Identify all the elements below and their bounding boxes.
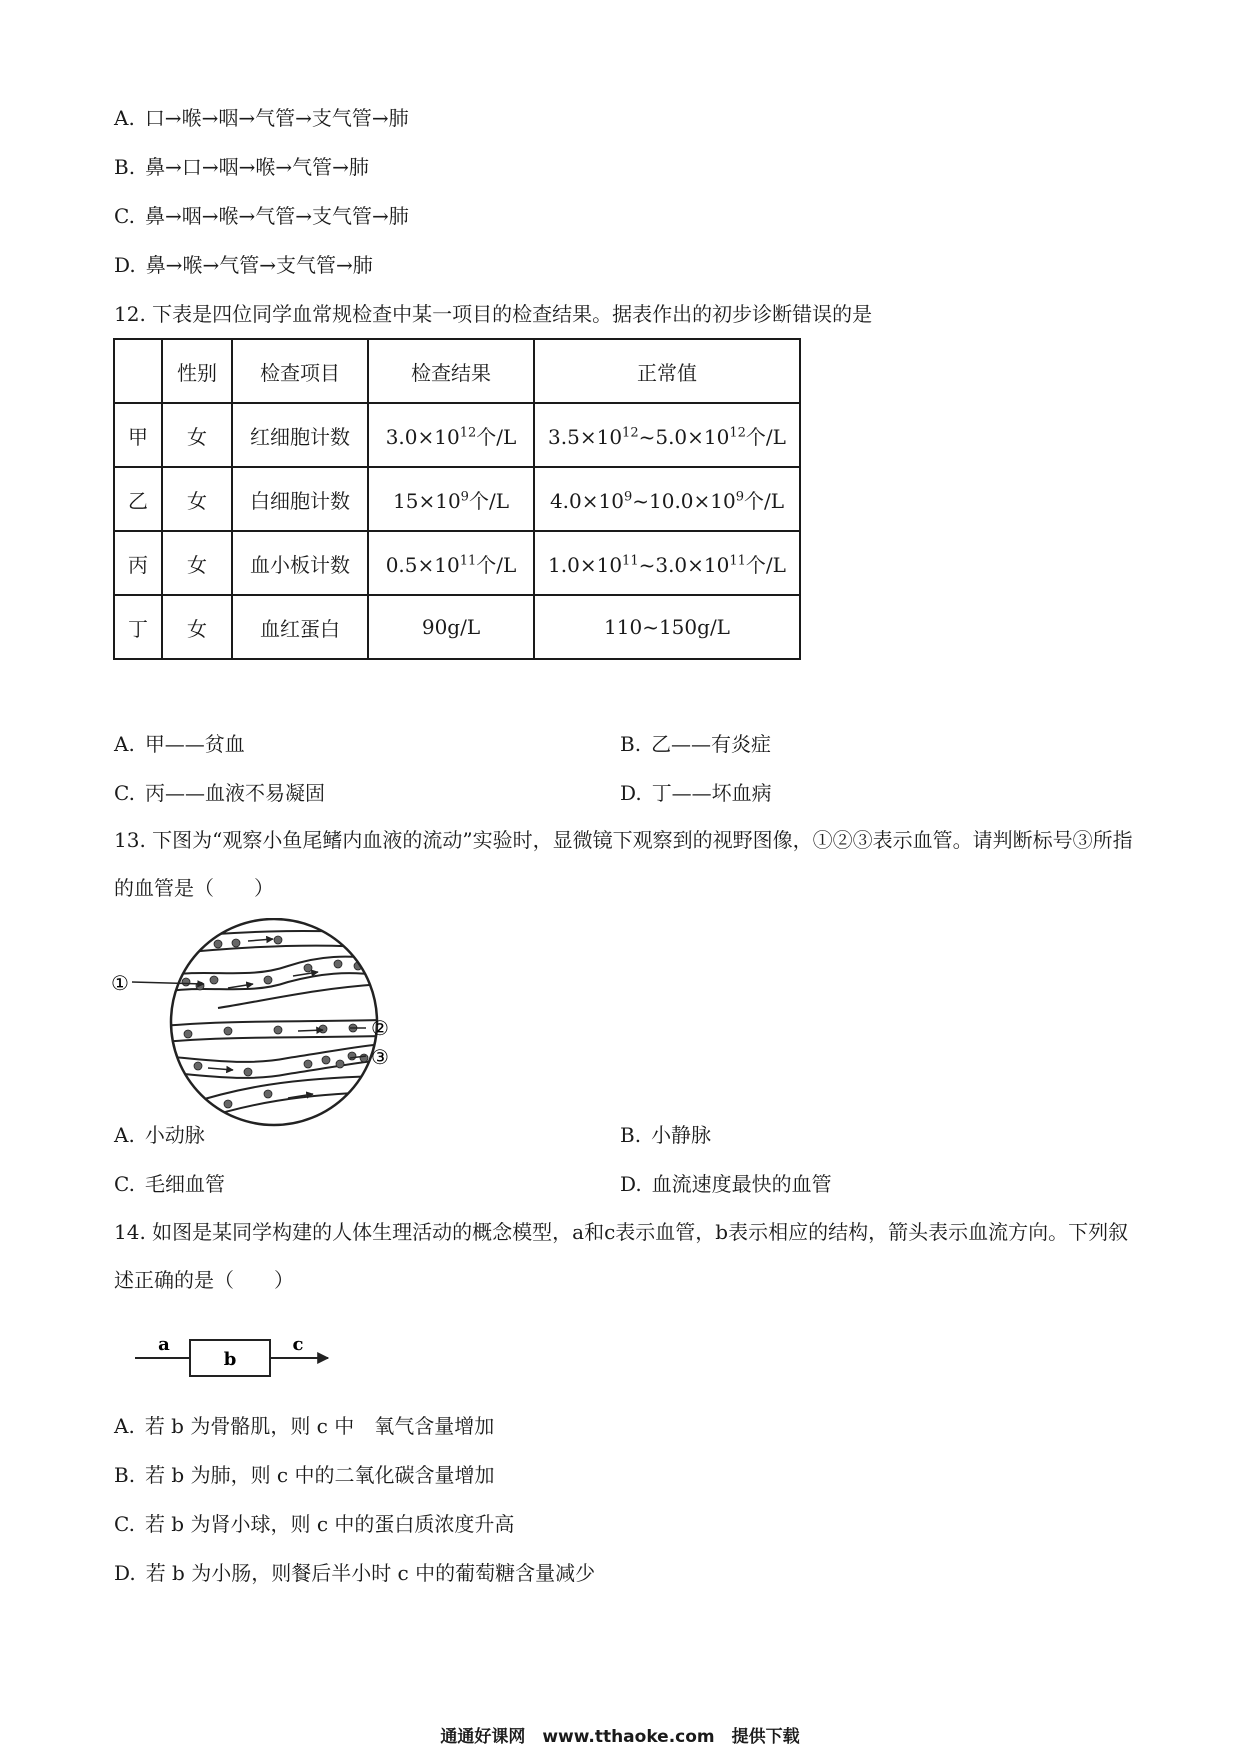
table-header-cell: 检查项目 [232,339,368,403]
q14-option-d: D. 若 b 为小肠，则餐后半小时 c 中的葡萄糖含量减少 [114,1561,596,1585]
q13-option-c: C. 毛细血管 [114,1172,225,1196]
table-cell: 90g/L [368,595,534,659]
table-header-cell: 正常值 [534,339,800,403]
table-cell: 甲 [114,403,162,467]
table-row [114,595,800,659]
table-cell: $4.0\times 10^9\sim 10.0\times 10^9$个/L [534,467,800,531]
table-cell: $1.0\times 10^{11}\sim 3.0\times 10^{11}$个/L [534,531,800,595]
table-cell: 红细胞计数 [232,403,368,467]
table-row [114,531,800,595]
table-cell: $3.0\times 10^{12}$个/L [368,403,534,467]
table-cell: 丙 [114,531,162,595]
concept-model-figure [130,1326,350,1382]
q13-option-d: D. 血流速度最快的血管 [620,1172,832,1196]
table-cell: 女 [162,403,232,467]
q12-stem: 12. 下表是四位同学血常规检查中某一项目的检查结果。据表作出的初步诊断错误的是 [114,302,873,326]
q12-option-d: D. 丁——坏血病 [620,781,772,805]
table-header-cell: 性别 [162,339,232,403]
q14-stem: 14. 如图是某同学构建的人体生理活动的概念模型，a和c表示血管，b表示相应的结构，箭头表示血流方向。下列叙述正确的是（ ） [114,1220,1129,1292]
table-header-row [114,339,800,403]
q12-option-a: A. 甲——贫血 [114,732,245,756]
q11-option-c: C. 鼻→咽→喉→气管→支气管→肺 [114,204,409,228]
q13-option-a: A. 小动脉 [114,1123,205,1147]
table-cell: 110~150g/L [534,595,800,659]
figure-label-1: ① [111,971,129,995]
blood-test-table [113,338,801,660]
q13-stem: 13. 下图为“观察小鱼尾鳍内血液的流动”实验时，显微镜下观察到的视野图像，①②③表示血管。请判断标号③所指的血管是（ ） [114,828,1133,900]
q11-option-b: B. 鼻→口→咽→喉→气管→肺 [114,155,369,179]
figure-label-3: ③ [371,1045,389,1069]
table-cell: 血红蛋白 [232,595,368,659]
table-cell: 白细胞计数 [232,467,368,531]
table-row [114,467,800,531]
table-header-cell: 检查结果 [368,339,534,403]
label-c: c [292,1334,304,1355]
table-cell: $3.5\times 10^{12}\sim 5.0\times 10^{12}$个/L [534,403,800,467]
table-cell: 女 [162,531,232,595]
table-cell: 血小板计数 [232,531,368,595]
q12-option-b: B. 乙——有炎症 [620,732,772,756]
q13-option-b: B. 小静脉 [620,1123,712,1147]
table-cell: 乙 [114,467,162,531]
label-1-pointer [132,982,204,984]
table-cell: $15\times 10^9$个/L [368,467,534,531]
table-cell: 女 [162,595,232,659]
q11-option-d: D. 鼻→喉→气管→支气管→肺 [114,253,373,277]
q14-option-b: B. 若 b 为肺，则 c 中的二氧化碳含量增加 [114,1463,495,1487]
q14-option-c: C. 若 b 为肾小球，则 c 中的蛋白质浓度升高 [114,1512,515,1536]
label-b: b [223,1349,237,1370]
q14-option-a: A. 若 b 为骨骼肌，则 c 中 氧气含量增加 [114,1414,495,1438]
label-a: a [158,1334,170,1355]
fish-tail-blood-vessel-figure [108,918,408,1130]
table-cell: 女 [162,467,232,531]
q11-option-a: A. 口→喉→咽→气管→支气管→肺 [114,106,409,130]
table-cell: $0.5\times 10^{11}$个/L [368,531,534,595]
page-footer: 通通好课网 www.tthaoke.com 提供下载 [440,1727,800,1747]
table-row [114,403,800,467]
flow-arrows [208,939,323,1098]
q12-option-c: C. 丙——血液不易凝固 [114,781,325,805]
table-cell: 丁 [114,595,162,659]
figure-label-2: ② [371,1016,389,1040]
table-header-cell [114,339,162,403]
